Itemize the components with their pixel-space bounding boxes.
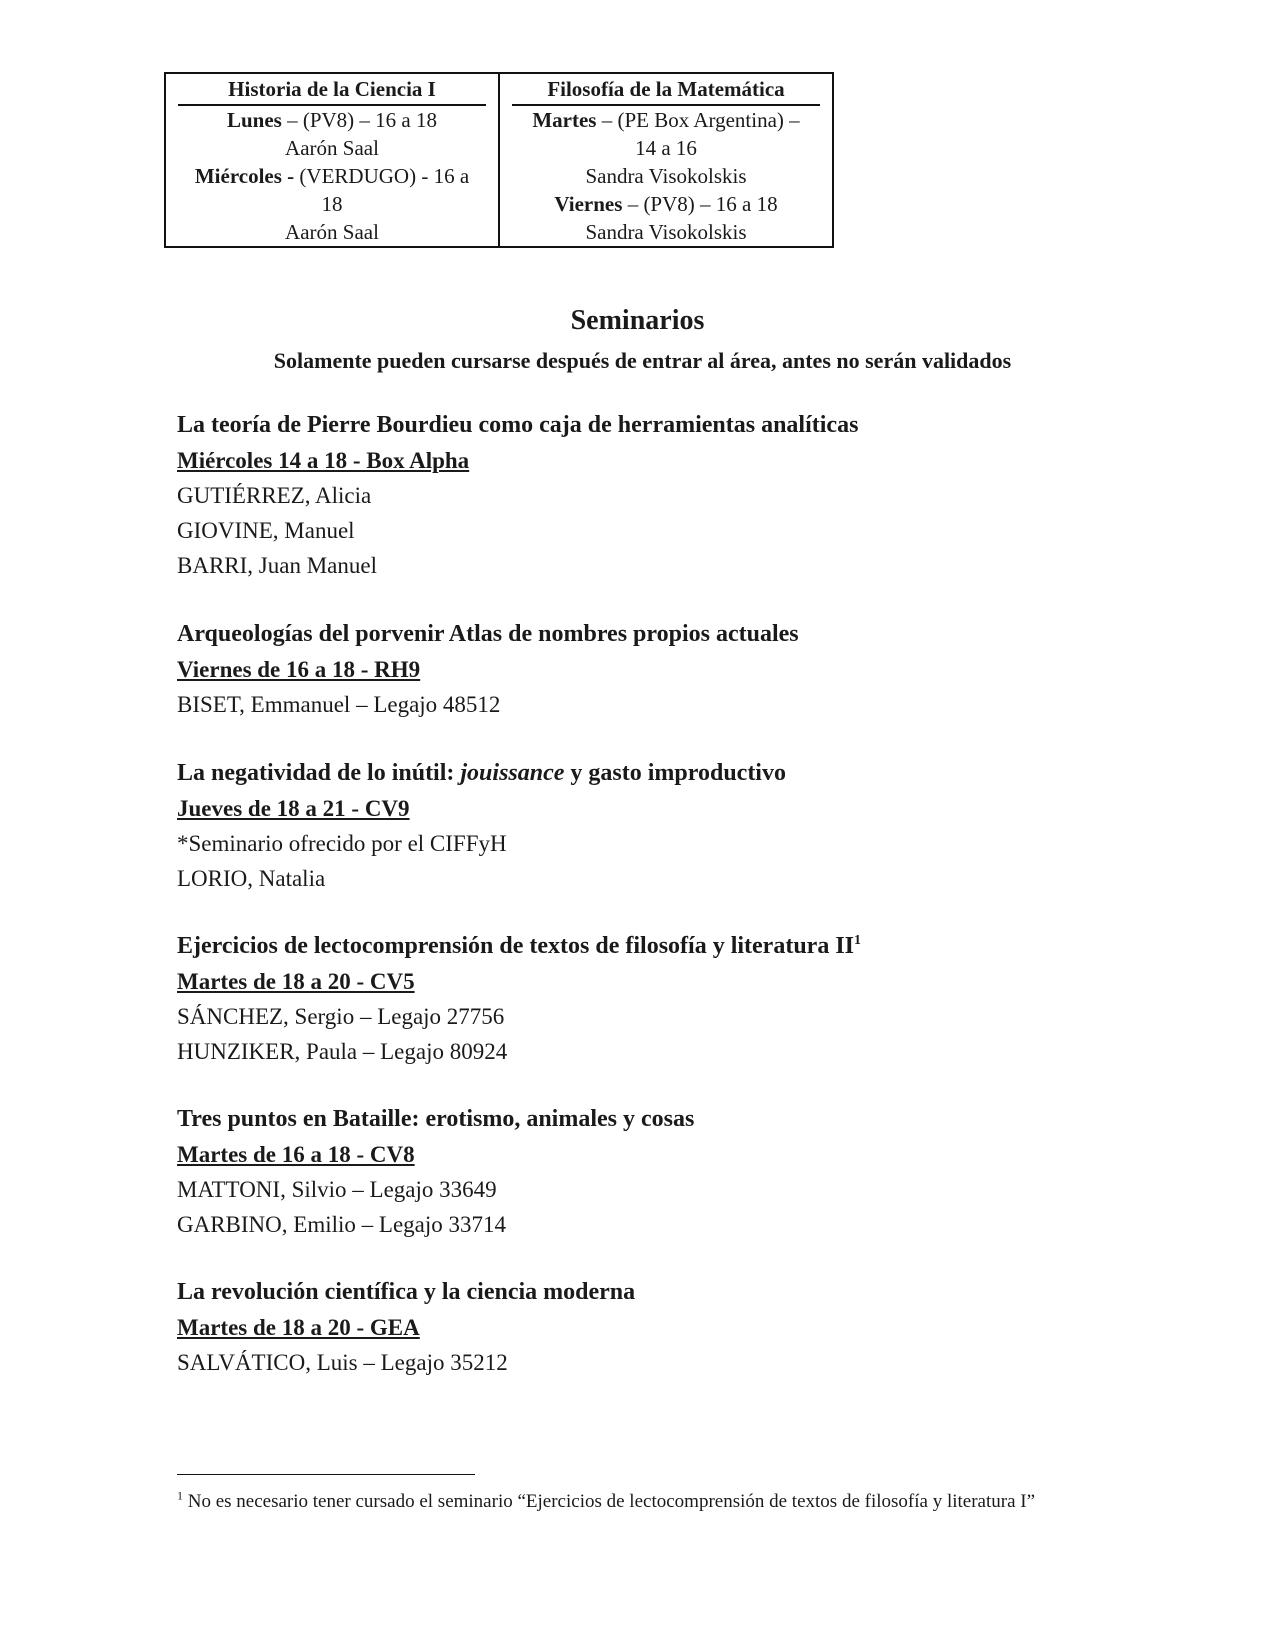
- day-label: Lunes: [226, 108, 282, 132]
- seminar-teacher: GARBINO, Emilio – Legajo 33714: [177, 1212, 506, 1237]
- footnote-mark: 1: [854, 933, 861, 948]
- seminar-teacher: GIOVINE, Manuel: [177, 518, 355, 543]
- schedule-line: [512, 106, 820, 134]
- schedule-column-historia: [166, 74, 498, 246]
- slot-detail: – (PE Box Argentina) –: [596, 108, 800, 132]
- seminar-block: [177, 1275, 1177, 1380]
- seminar-title-part: La negatividad de lo inútil:: [177, 760, 461, 786]
- seminar-teacher: LORIO, Natalia: [177, 866, 326, 891]
- seminar-schedule: Miércoles 14 a 18 - Box Alpha: [177, 448, 470, 473]
- slot-detail: (VERDUGO) - 16 a: [294, 164, 470, 188]
- teacher-name: Aarón Saal: [285, 136, 379, 160]
- column-header: Filosofía de la Matemática: [512, 74, 820, 106]
- slot-detail: – (PV8) – 16 a 18: [622, 192, 778, 216]
- teacher-name: Sandra Visokolskis: [585, 220, 747, 244]
- seminar-teacher: HUNZIKER, Paula – Legajo 80924: [177, 1039, 508, 1064]
- schedule-line: [178, 162, 486, 190]
- schedule-line: [178, 106, 486, 134]
- slot-detail-continued: 18: [321, 192, 343, 216]
- seminarios-subtitle: Solamente pueden cursarse después de entrar al área, antes no serán validados: [273, 348, 1012, 373]
- footnote: [177, 1488, 1097, 1515]
- day-label: Viernes: [554, 192, 623, 216]
- seminarios-title: Seminarios: [570, 305, 705, 336]
- slot-detail: – (PV8) – 16 a 18: [281, 108, 437, 132]
- seminar-title-italic: jouissance: [460, 760, 565, 786]
- day-label: Martes: [532, 108, 597, 132]
- seminar-teacher: GUTIÉRREZ, Alicia: [177, 483, 372, 508]
- seminar-title-part: Ejercicios de lectocomprensión de textos de filosofía y literatura II: [177, 933, 854, 959]
- seminar-teacher: BARRI, Juan Manuel: [177, 553, 377, 578]
- seminar-teacher: BISET, Emmanuel – Legajo 48512: [177, 692, 501, 717]
- footnote-number: 1: [177, 1488, 183, 1503]
- seminar-schedule: Viernes de 16 a 18 - RH9: [177, 657, 421, 682]
- seminar-block: [177, 408, 1177, 583]
- schedule-line: [512, 190, 820, 218]
- seminar-block: [177, 617, 1177, 722]
- seminar-title: Arqueologías del porvenir Atlas de nombres propios actuales: [177, 621, 799, 647]
- footnote-text: No es necesario tener cursado el seminario “Ejercicios de lectocomprensión de textos de filosofía y literatura I”: [183, 1491, 1036, 1512]
- seminar-block: [177, 1102, 1177, 1242]
- seminar-block: [177, 756, 1177, 896]
- seminar-title: La teoría de Pierre Bourdieu como caja de herramientas analíticas: [177, 412, 859, 438]
- seminar-title: Tres puntos en Bataille: erotismo, animales y cosas: [177, 1106, 695, 1132]
- seminar-schedule: Jueves de 18 a 21 - CV9: [177, 796, 410, 821]
- seminar-block: [177, 929, 1177, 1069]
- seminar-schedule: Martes de 18 a 20 - CV5: [177, 969, 415, 994]
- schedule-table: [164, 72, 834, 248]
- slot-detail-continued: 14 a 16: [635, 136, 697, 160]
- seminar-schedule: Martes de 18 a 20 - GEA: [177, 1315, 420, 1340]
- seminar-title-part: y gasto improductivo: [564, 760, 786, 786]
- seminar-title: La revolución científica y la ciencia moderna: [177, 1279, 636, 1305]
- teacher-name: Sandra Visokolskis: [585, 164, 747, 188]
- day-label: Miércoles -: [194, 164, 295, 188]
- seminar-teacher: MATTONI, Silvio – Legajo 33649: [177, 1177, 497, 1202]
- column-header: Historia de la Ciencia I: [178, 74, 486, 106]
- seminar-schedule: Martes de 16 a 18 - CV8: [177, 1142, 415, 1167]
- seminar-title: [177, 756, 1177, 791]
- seminar-teacher: SALVÁTICO, Luis – Legajo 35212: [177, 1350, 508, 1375]
- seminar-title: [177, 929, 1177, 964]
- teacher-name: Aarón Saal: [285, 220, 379, 244]
- seminar-teacher: SÁNCHEZ, Sergio – Legajo 27756: [177, 1004, 505, 1029]
- footnote-separator: [177, 1474, 475, 1475]
- schedule-column-filosofia: [498, 74, 832, 246]
- seminar-note: *Seminario ofrecido por el CIFFyH: [177, 831, 507, 856]
